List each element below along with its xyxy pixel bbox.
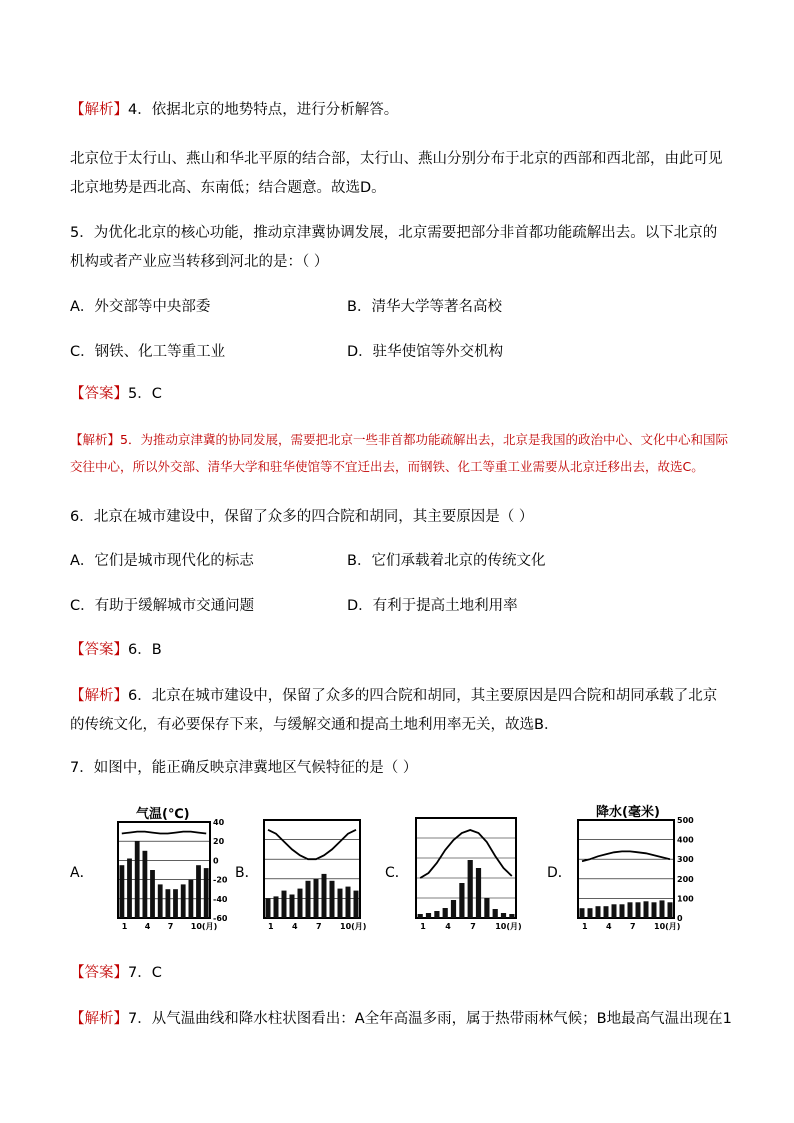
chart-c-precip-bar xyxy=(501,913,506,918)
q6-option-b: B．它们承载着北京的传统文化 xyxy=(347,553,546,569)
chart-a-precip-bar xyxy=(181,884,186,918)
chart-a-xtick: 7 xyxy=(167,922,174,931)
chart-a-ytick: 0 xyxy=(213,856,219,866)
chart-b-precip-bar xyxy=(274,896,279,918)
q7-analysis xyxy=(70,1005,735,1034)
q7-stem: 7．如图中，能正确反映京津冀地区气候特征的是（ ） xyxy=(70,760,418,776)
answer-tag: 【答案】 xyxy=(70,965,128,981)
chart-b-precip-bar xyxy=(314,879,319,918)
chart-a-ytick: 20 xyxy=(213,837,225,847)
q6-analysis xyxy=(70,682,730,740)
chart-a-precip-bar xyxy=(173,889,178,918)
chart-c-precip-bar xyxy=(509,914,514,918)
analysis-tag: 【解析】 xyxy=(70,102,128,118)
chart-a-precip-bar xyxy=(189,880,194,918)
q6-option-d: D．有利于提高土地利用率 xyxy=(347,598,518,614)
chart-a-precip-bar xyxy=(166,889,171,918)
answer-tag: 【答案】 xyxy=(70,642,128,658)
chart-d-ytick: 0 xyxy=(677,914,683,923)
chart-d-title: 降水(毫米) xyxy=(596,805,660,820)
chart-c-precip-bar xyxy=(468,860,473,918)
chart-a-precip-bar xyxy=(204,868,209,918)
chart-b-xtick: 4 xyxy=(292,922,298,931)
chart-c-temp-line xyxy=(420,830,512,878)
q5-answer xyxy=(70,384,162,404)
chart-b-precip-bar xyxy=(330,881,335,918)
q5-option-d: D．驻华使馆等外交机构 xyxy=(347,344,504,360)
chart-a-temp-line xyxy=(122,832,206,834)
chart-b-label: B． xyxy=(235,865,259,881)
chart-c-precip-bar xyxy=(476,868,481,918)
chart-a-ytick: -60 xyxy=(213,914,228,923)
chart-b-precip-bar xyxy=(298,889,303,918)
chart-d-xtick: 10(月) xyxy=(654,922,681,931)
q5-option-b: B．清华大学等著名高校 xyxy=(347,299,502,315)
q5-option-c: C．钢铁、化工等重工业 xyxy=(70,344,226,360)
chart-c-xtick: 7 xyxy=(470,922,476,931)
chart-a-precip-bar xyxy=(120,865,125,918)
chart-b-precip-bar xyxy=(282,891,287,918)
climate-charts xyxy=(0,800,794,940)
chart-a-precip-bar xyxy=(150,870,155,918)
chart-d-precip-bar xyxy=(596,906,601,918)
analysis-tag: 【解析】 xyxy=(70,1011,128,1027)
chart-a-xtick: 1 xyxy=(121,922,128,931)
q5-option-a: A．外交部等中央部委 xyxy=(70,299,211,315)
chart-c-precip-bar xyxy=(459,883,464,918)
chart-a-precip-bar xyxy=(196,865,201,918)
answer-tag: 【答案】 xyxy=(70,386,128,402)
chart-c-precip-bar xyxy=(443,908,448,918)
analysis-text: 7．从气温曲线和降水柱状图看出：A全年高温多雨，属于热带雨林气候；B地最高气温出现在1 xyxy=(128,1011,732,1027)
chart-d-precip-bar xyxy=(604,906,609,918)
chart-b-precip-bar xyxy=(290,895,295,919)
chart-d-precip-bar xyxy=(612,904,617,918)
chart-c-frame xyxy=(416,818,516,918)
chart-c-precip-bar xyxy=(484,898,489,918)
chart-a-precip-bar xyxy=(143,851,148,918)
chart-a-precip-bar xyxy=(127,859,132,919)
chart-d-precip-bar xyxy=(628,902,633,918)
analysis-text: 4．依据北京的地势特点，进行分析解答。 xyxy=(128,102,399,118)
analysis-text: 6．北京在城市建设中，保留了众多的四合院和胡同，其主要原因是四合院和胡同承载了北京的传统文化，有必要保存下来，与缓解交通和提高土地利用率无关，故选B． xyxy=(70,688,718,733)
chart-d-xtick: 7 xyxy=(630,922,636,931)
chart-b-precip-bar xyxy=(306,881,311,918)
chart-d-precip-bar xyxy=(660,900,665,918)
chart-c-precip-bar xyxy=(434,911,439,918)
answer-text: 6．B xyxy=(128,642,162,658)
q6-option-a: A．它们是城市现代化的标志 xyxy=(70,553,254,569)
chart-d-precip-bar xyxy=(652,902,657,918)
chart-a-xtick: 4 xyxy=(144,922,151,931)
analysis-tag: 【解析】 xyxy=(70,688,128,704)
q4-analysis-body: 北京位于太行山、燕山和华北平原的结合部，太行山、燕山分别分布于北京的西部和西北部，由此可见北京地势是西北高、东南低；结合题意。故选D。 xyxy=(70,151,723,196)
chart-b-precip-bar xyxy=(338,889,343,918)
chart-b-xtick: 7 xyxy=(316,922,322,931)
q4-analysis-head xyxy=(70,96,730,125)
answer-text: 5．C xyxy=(128,386,162,402)
chart-d-precip-bar xyxy=(668,902,673,918)
chart-c-xtick: 10(月) xyxy=(495,922,522,931)
q7-answer xyxy=(70,963,162,983)
q6-answer xyxy=(70,640,162,660)
chart-b-xtick: 10(月) xyxy=(340,922,367,931)
chart-b-precip-bar xyxy=(266,898,271,918)
chart-a-xtick: 10(月) xyxy=(190,922,218,931)
chart-b-precip-bar xyxy=(322,874,327,918)
chart-a-ytick: 40 xyxy=(213,818,225,827)
chart-b-xtick: 1 xyxy=(268,922,274,931)
chart-d-ytick: 300 xyxy=(677,855,694,865)
chart-d-precip-bar xyxy=(644,901,649,918)
analysis-text: 5．为推动京津冀的协同发展，需要把北京一些非首都功能疏解出去，北京是我国的政治中心、文化中心和国际交往中心，所以外交部、清华大学和驻华使馆等不宜迁出去，而钢铁、化工等重工业需要从北京迁移出去，故选C。 xyxy=(70,432,728,474)
chart-a-title: 气温(℃) xyxy=(136,807,190,822)
chart-d-precip-bar xyxy=(588,908,593,918)
chart-d-ytick: 100 xyxy=(677,894,694,904)
chart-d-xtick: 4 xyxy=(606,922,612,931)
chart-d-label: D． xyxy=(547,865,572,881)
chart-d-ytick: 400 xyxy=(677,835,694,845)
chart-d-precip-bar xyxy=(580,908,585,918)
chart-c-xtick: 4 xyxy=(445,922,451,931)
chart-a-label: A． xyxy=(70,865,94,881)
chart-c-precip-bar xyxy=(426,913,431,918)
q6-option-c: C．有助于缓解城市交通问题 xyxy=(70,598,255,614)
chart-a-ytick: -40 xyxy=(213,894,228,904)
analysis-tag: 【解析】 xyxy=(70,432,121,447)
chart-b-temp-line xyxy=(268,830,356,859)
q5-stem: 5．为优化北京的核心功能，推动京津冀协调发展，北京需要把部分非首都功能疏解出去。以下北京的机构或者产业应当转移到河北的是：（ ） xyxy=(70,225,718,270)
chart-a-precip-bar xyxy=(135,841,140,918)
answer-text: 7．C xyxy=(128,965,162,981)
chart-b-precip-bar xyxy=(354,891,359,918)
chart-a-precip-bar xyxy=(158,884,163,918)
chart-c-precip-bar xyxy=(493,909,498,918)
chart-c-precip-bar xyxy=(451,900,456,918)
chart-d-temp-line xyxy=(582,851,670,861)
chart-d-xtick: 1 xyxy=(582,922,588,931)
chart-d-ytick: 200 xyxy=(677,874,694,884)
chart-d-ytick: 500 xyxy=(677,816,694,825)
chart-a-ytick: -20 xyxy=(213,875,228,885)
chart-c-precip-bar xyxy=(418,914,423,918)
q6-stem: 6．北京在城市建设中，保留了众多的四合院和胡同，其主要原因是（ ） xyxy=(70,509,534,525)
chart-c-label: C． xyxy=(385,865,409,881)
q5-analysis xyxy=(70,426,730,480)
chart-b-precip-bar xyxy=(346,887,351,918)
chart-c-xtick: 1 xyxy=(420,922,426,931)
chart-d-precip-bar xyxy=(636,902,641,918)
chart-d-precip-bar xyxy=(620,904,625,918)
